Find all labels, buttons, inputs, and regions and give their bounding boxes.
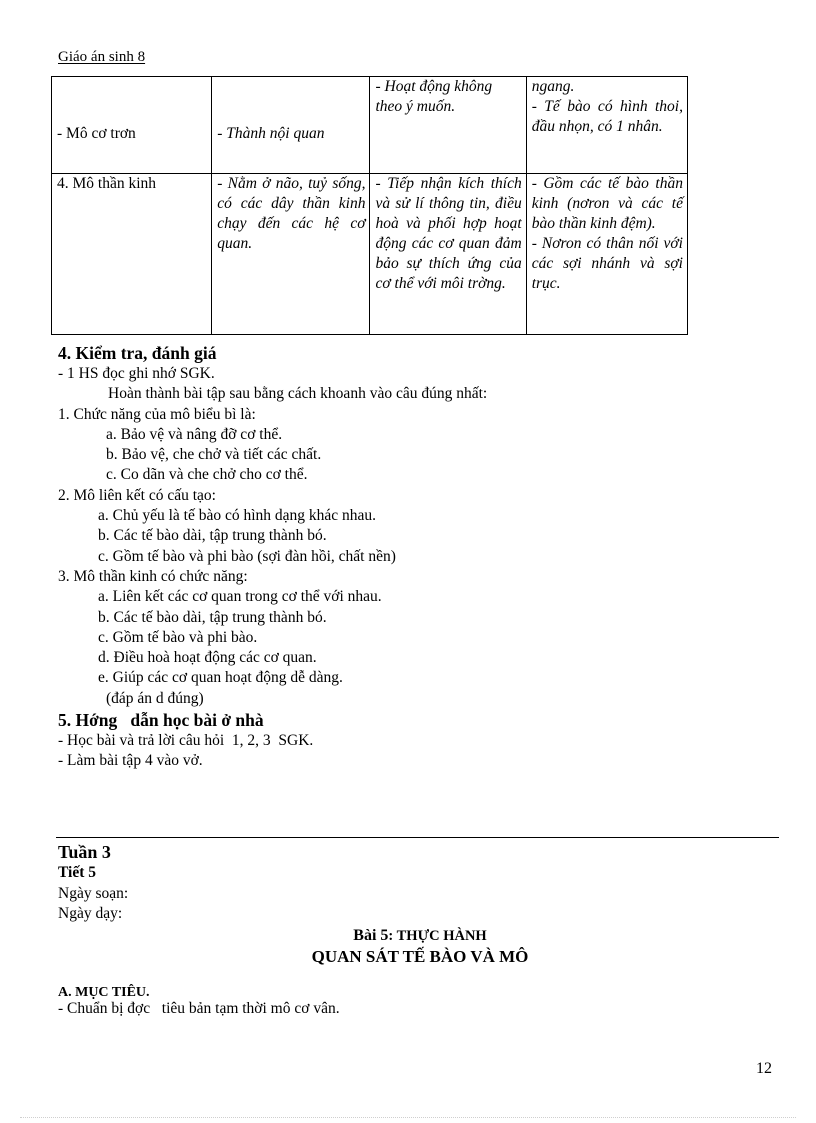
section-heading: 5. Hớng dẫn học bài ở nhà	[58, 710, 264, 731]
table-cell: - Thành nội quan	[212, 77, 370, 174]
answer-option: a. Chủ yếu là tế bào có hình dạng khác nhau.	[98, 507, 377, 525]
table-cell: - Tiếp nhận kích thích và sử lí thông tin, điều hoà và phối hợp hoạt động các cơ quan đảm bảo sự thích ứng của cơ thể với môi trờng.	[370, 174, 526, 335]
paragraph: - Học bài và trả lời câu hỏi 1, 2, 3 SGK.	[58, 732, 314, 750]
paragraph: - Làm bài tập 4 vào vở.	[58, 752, 203, 770]
answer-option: a. Bảo vệ và nâng đỡ cơ thể.	[106, 425, 283, 443]
page-number: 12	[756, 1060, 772, 1077]
answer-option: b. Bảo vệ, che chở và tiết các chất.	[106, 446, 322, 464]
paragraph: - 1 HS đọc ghi nhớ SGK.	[58, 365, 215, 382]
question-3: 3. Mô thần kinh có chức năng:	[58, 567, 248, 585]
answer-key: (đáp án d đúng)	[106, 689, 204, 707]
table-row	[52, 77, 688, 174]
objective-heading: A. MỤC TIÊU.	[58, 985, 150, 1000]
week-label: Tuần 3	[58, 842, 111, 862]
table-cell: - Hoạt động không theo ý muốn.	[370, 77, 526, 174]
answer-option: d. Điều hoà hoạt động các cơ quan.	[98, 649, 317, 667]
lesson-title	[200, 927, 640, 945]
page-bottom-border	[20, 1117, 796, 1118]
table-cell: - Gồm các tế bào thần kinh (nơron và các tế bào thần kinh đệm). - Nơron có thân nối với các sợi nhánh và sợi trục.	[526, 174, 687, 335]
section-heading: 4. Kiểm tra, đánh giá	[58, 343, 217, 363]
table-cell: 4. Mô thần kinh	[52, 174, 212, 335]
objective-text: - Chuẩn bị đợc tiêu bản tạm thời mô cơ vân.	[58, 1000, 340, 1017]
answer-option: a. Liên kết các cơ quan trong cơ thể với nhau.	[98, 588, 382, 606]
table-row	[52, 174, 688, 335]
instruction-text: Hoàn thành bài tập sau bằng cách khoanh vào câu đúng nhất:	[108, 385, 488, 403]
table-cell: - Nằm ở não, tuỷ sống, có các dây thần kinh chạy đến các hệ cơ quan.	[212, 174, 370, 335]
question-2: 2. Mô liên kết có cấu tạo:	[58, 486, 216, 504]
assessment-section	[58, 342, 758, 772]
tissue-table	[51, 76, 688, 335]
table-cell: ngang. - Tế bào có hình thoi, đầu nhọn, có 1 nhân.	[526, 77, 687, 174]
date-prepared: Ngày soạn:	[58, 884, 129, 902]
date-taught: Ngày dạy:	[58, 905, 123, 922]
answer-option: e. Giúp các cơ quan hoạt động dễ dàng.	[98, 669, 343, 687]
lesson-number: Bài 5	[353, 927, 389, 944]
answer-option: c. Co dãn và che chở cho cơ thể.	[106, 466, 308, 484]
answer-option: c. Gồm tế bào và phi bào (sợi đàn hồi, chất nền)	[98, 547, 396, 565]
section-divider	[56, 837, 779, 838]
document-header: Giáo án sinh 8	[58, 49, 146, 65]
answer-option: c. Gồm tế bào và phi bào.	[98, 628, 258, 646]
lesson-title-main: : THỰC HÀNH	[388, 928, 487, 944]
period-label: Tiết 5	[58, 864, 97, 881]
question-1: 1. Chức năng của mô biểu bì là:	[58, 405, 256, 423]
table-cell: - Mô cơ trơn	[52, 77, 212, 174]
lesson-header	[58, 841, 128, 925]
lesson-subtitle: QUAN SÁT TẾ BÀO VÀ MÔ	[311, 947, 529, 966]
answer-option: b. Các tế bào dài, tập trung thành bó.	[98, 527, 327, 545]
answer-option: b. Các tế bào dài, tập trung thành bó.	[98, 608, 327, 626]
